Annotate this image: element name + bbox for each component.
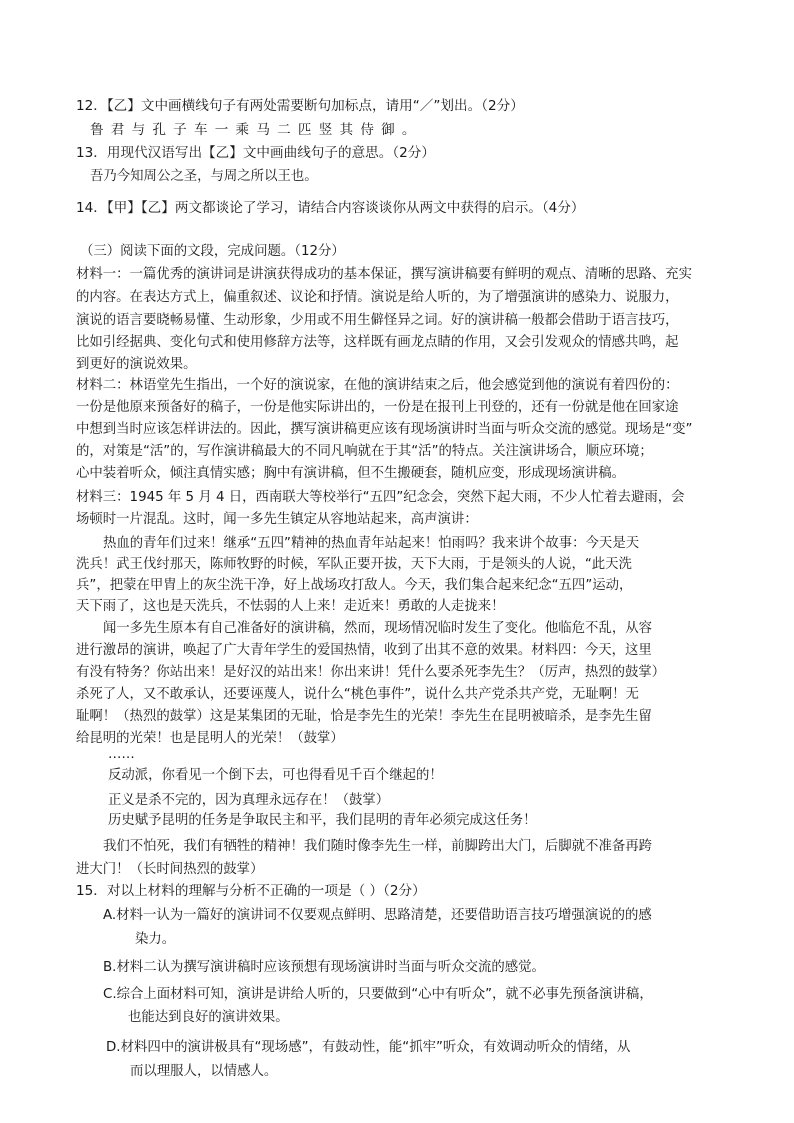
option-c-cont: 也能达到良好的演讲效果。 <box>128 1010 289 1025</box>
q12-stem: 12．【乙】文中画横线句子有两处需要断句加标点，请用“／”划出。（2分） <box>76 98 524 114</box>
q15-stem: 15．对以上材料的理解与分析不正确的一项是（ ）（2分） <box>76 883 426 899</box>
q12-sentence: 鲁君与孔子车一乘马二匹竖其侍御。 <box>90 122 423 138</box>
option-c: C.综合上面材料可知，演讲是讲给人听的，只要做到“心中有听众”，就不必事先预备演讲稿， <box>103 987 653 1002</box>
material2-line: 材料二：林语堂先生指出，一个好的演说家，在他的演讲结束之后，他会感觉到他的演说有着四份的： <box>76 378 679 393</box>
material2-line: 一份是他原来预备好的稿子，一份是他实际讲出的，一份是在报刊上刊登的，还有一份就是他在回家途 <box>76 400 679 415</box>
material1-line: 材料一：一篇优秀的演讲词是讲演获得成功的基本保证，撰写演讲稿要有鲜明的观点、清晰的思路、充实 <box>76 267 692 282</box>
option-d-cont: 而以理服人，以情感人。 <box>130 1064 278 1079</box>
section3-heading: （三）阅读下面的文段，完成问题。（12分） <box>80 244 345 259</box>
option-d: D.材料四中的演讲极具有“现场感”，有鼓动性，能“抓牢”听众，有效调动听众的情绪，从 <box>106 1040 631 1055</box>
material4-line: 有没有特务？你站出来！是好汉的站出来！你出来讲！凭什么要杀死李先生？（厉声，热烈的鼓掌） <box>76 665 666 680</box>
q13-sentence: 吾乃今知周公之圣，与周之所以王也。 <box>90 169 318 184</box>
q13-stem: 13．用现代汉语写出【乙】文中画曲线句子的意思。（2分） <box>76 145 435 161</box>
material1-line: 的内容。在表达方式上，偏重叙述、议论和抒情。演说是给人听的，为了增强演讲的感染力、说服力， <box>76 290 679 305</box>
speech-line: 我们不怕死，我们有牺牲的精神！我们随时像李先生一样，前脚跨出大门，后脚就不准备再跨 <box>103 839 653 854</box>
ellipsis: …… <box>108 747 135 762</box>
material3-line: 场顿时一片混乱。这时，闻一多先生镇定从容地站起来，高声演讲： <box>76 512 478 527</box>
material3-line: 材料三：1945 年 5 月 4 日，西南联大等校举行“五四”纪念会，突然下起大雨，不少人忙着去避雨，会 <box>76 490 685 505</box>
speech-line: 天下雨了，这也是天洗兵，不怯弱的人上来！走近来！勇敢的人走拢来！ <box>76 599 505 614</box>
material4-line: 进行激昂的演讲，唤起了广大青年学生的爱国热情，收到了出其不意的效果。材料四：今天，这里 <box>76 643 652 658</box>
option-a: A.材料一认为一篇好的演讲词不仅要观点鲜明、思路清楚，还要借助语言技巧增强演说的的感 <box>103 908 652 923</box>
option-a-cont: 染力。 <box>135 932 176 947</box>
material4-line: 杀死了人，又不敢承认，还要诬蔑人，说什么“桃色事件”，说什么共产党杀共产党，无耻啊！无 <box>76 687 639 702</box>
option-b: B.材料二认为撰写演讲稿时应该预想有现场演讲时当面与听众交流的感觉。 <box>103 960 545 975</box>
material2-line: 中想到当时应该怎样讲法的。因此，撰写演讲稿更应该有现场演讲时当面与听众交流的感觉。现场是“变” <box>76 422 693 437</box>
material4-line: 闻一多先生原本有自己准备好的演讲稿，然而，现场情况临时发生了变化。他临危不乱，从容 <box>103 621 653 636</box>
speech-line: 进大门！（长时间热烈的鼓掌） <box>76 862 264 877</box>
speech-line: 历史赋予昆明的任务是争取民主和平，我们昆明的青年必须完成这任务！ <box>108 813 537 828</box>
speech-line: 正义是杀不完的，因为真理永远存在！（鼓掌） <box>108 793 390 808</box>
material2-line: 心中装着听众，倾注真情实感；胸中有演讲稿，但不生搬硬套，随机应变，形成现场演讲稿。 <box>76 466 626 481</box>
material1-line: 到更好的演说效果。 <box>76 357 197 372</box>
material4-line: 给昆明的光荣！也是昆明人的光荣！（鼓掌） <box>76 731 344 746</box>
material4-line: 耻啊！（热烈的鼓掌）这是某集团的无耻，恰是李先生的光荣！李先生在昆明被暗杀，是李先生留 <box>76 709 652 724</box>
speech-line: 洗兵！武王伐纣那天，陈师牧野的时候，军队正要开拔，天下大雨，于是领头的人说，“此天洗 <box>76 557 632 572</box>
speech-line: 热血的青年们过来！继承“五四”精神的热血青年站起来！怕雨吗？我来讲个故事：今天是天 <box>103 536 640 551</box>
q14-stem: 14．【甲】【乙】两文都谈论了学习，请结合内容谈谈你从两文中获得的启示。（4分） <box>76 200 585 216</box>
speech-line: 兵”，把蒙在甲胄上的灰尘洗干净，好上战场攻打敌人。今天，我们集合起来纪念“五四”运动， <box>76 578 633 593</box>
material2-line: 的，对策是“活”的，写作演讲稿最大的不同凡响就在于其“活”的特点。关注演讲场合，顺应环境； <box>76 444 653 459</box>
material1-line: 演说的语言要晓畅易懂、生动形象，少用或不用生僻怪异之词。好的演讲稿一般都会借助于语言技巧， <box>76 313 679 328</box>
speech-line: 反动派，你看见一个倒下去，可也得看见千百个继起的！ <box>108 768 443 783</box>
material1-line: 比如引经据典、变化句式和使用修辞方法等，这样既有画龙点睛的作用，又会引发观众的情感共鸣，起 <box>76 335 679 350</box>
